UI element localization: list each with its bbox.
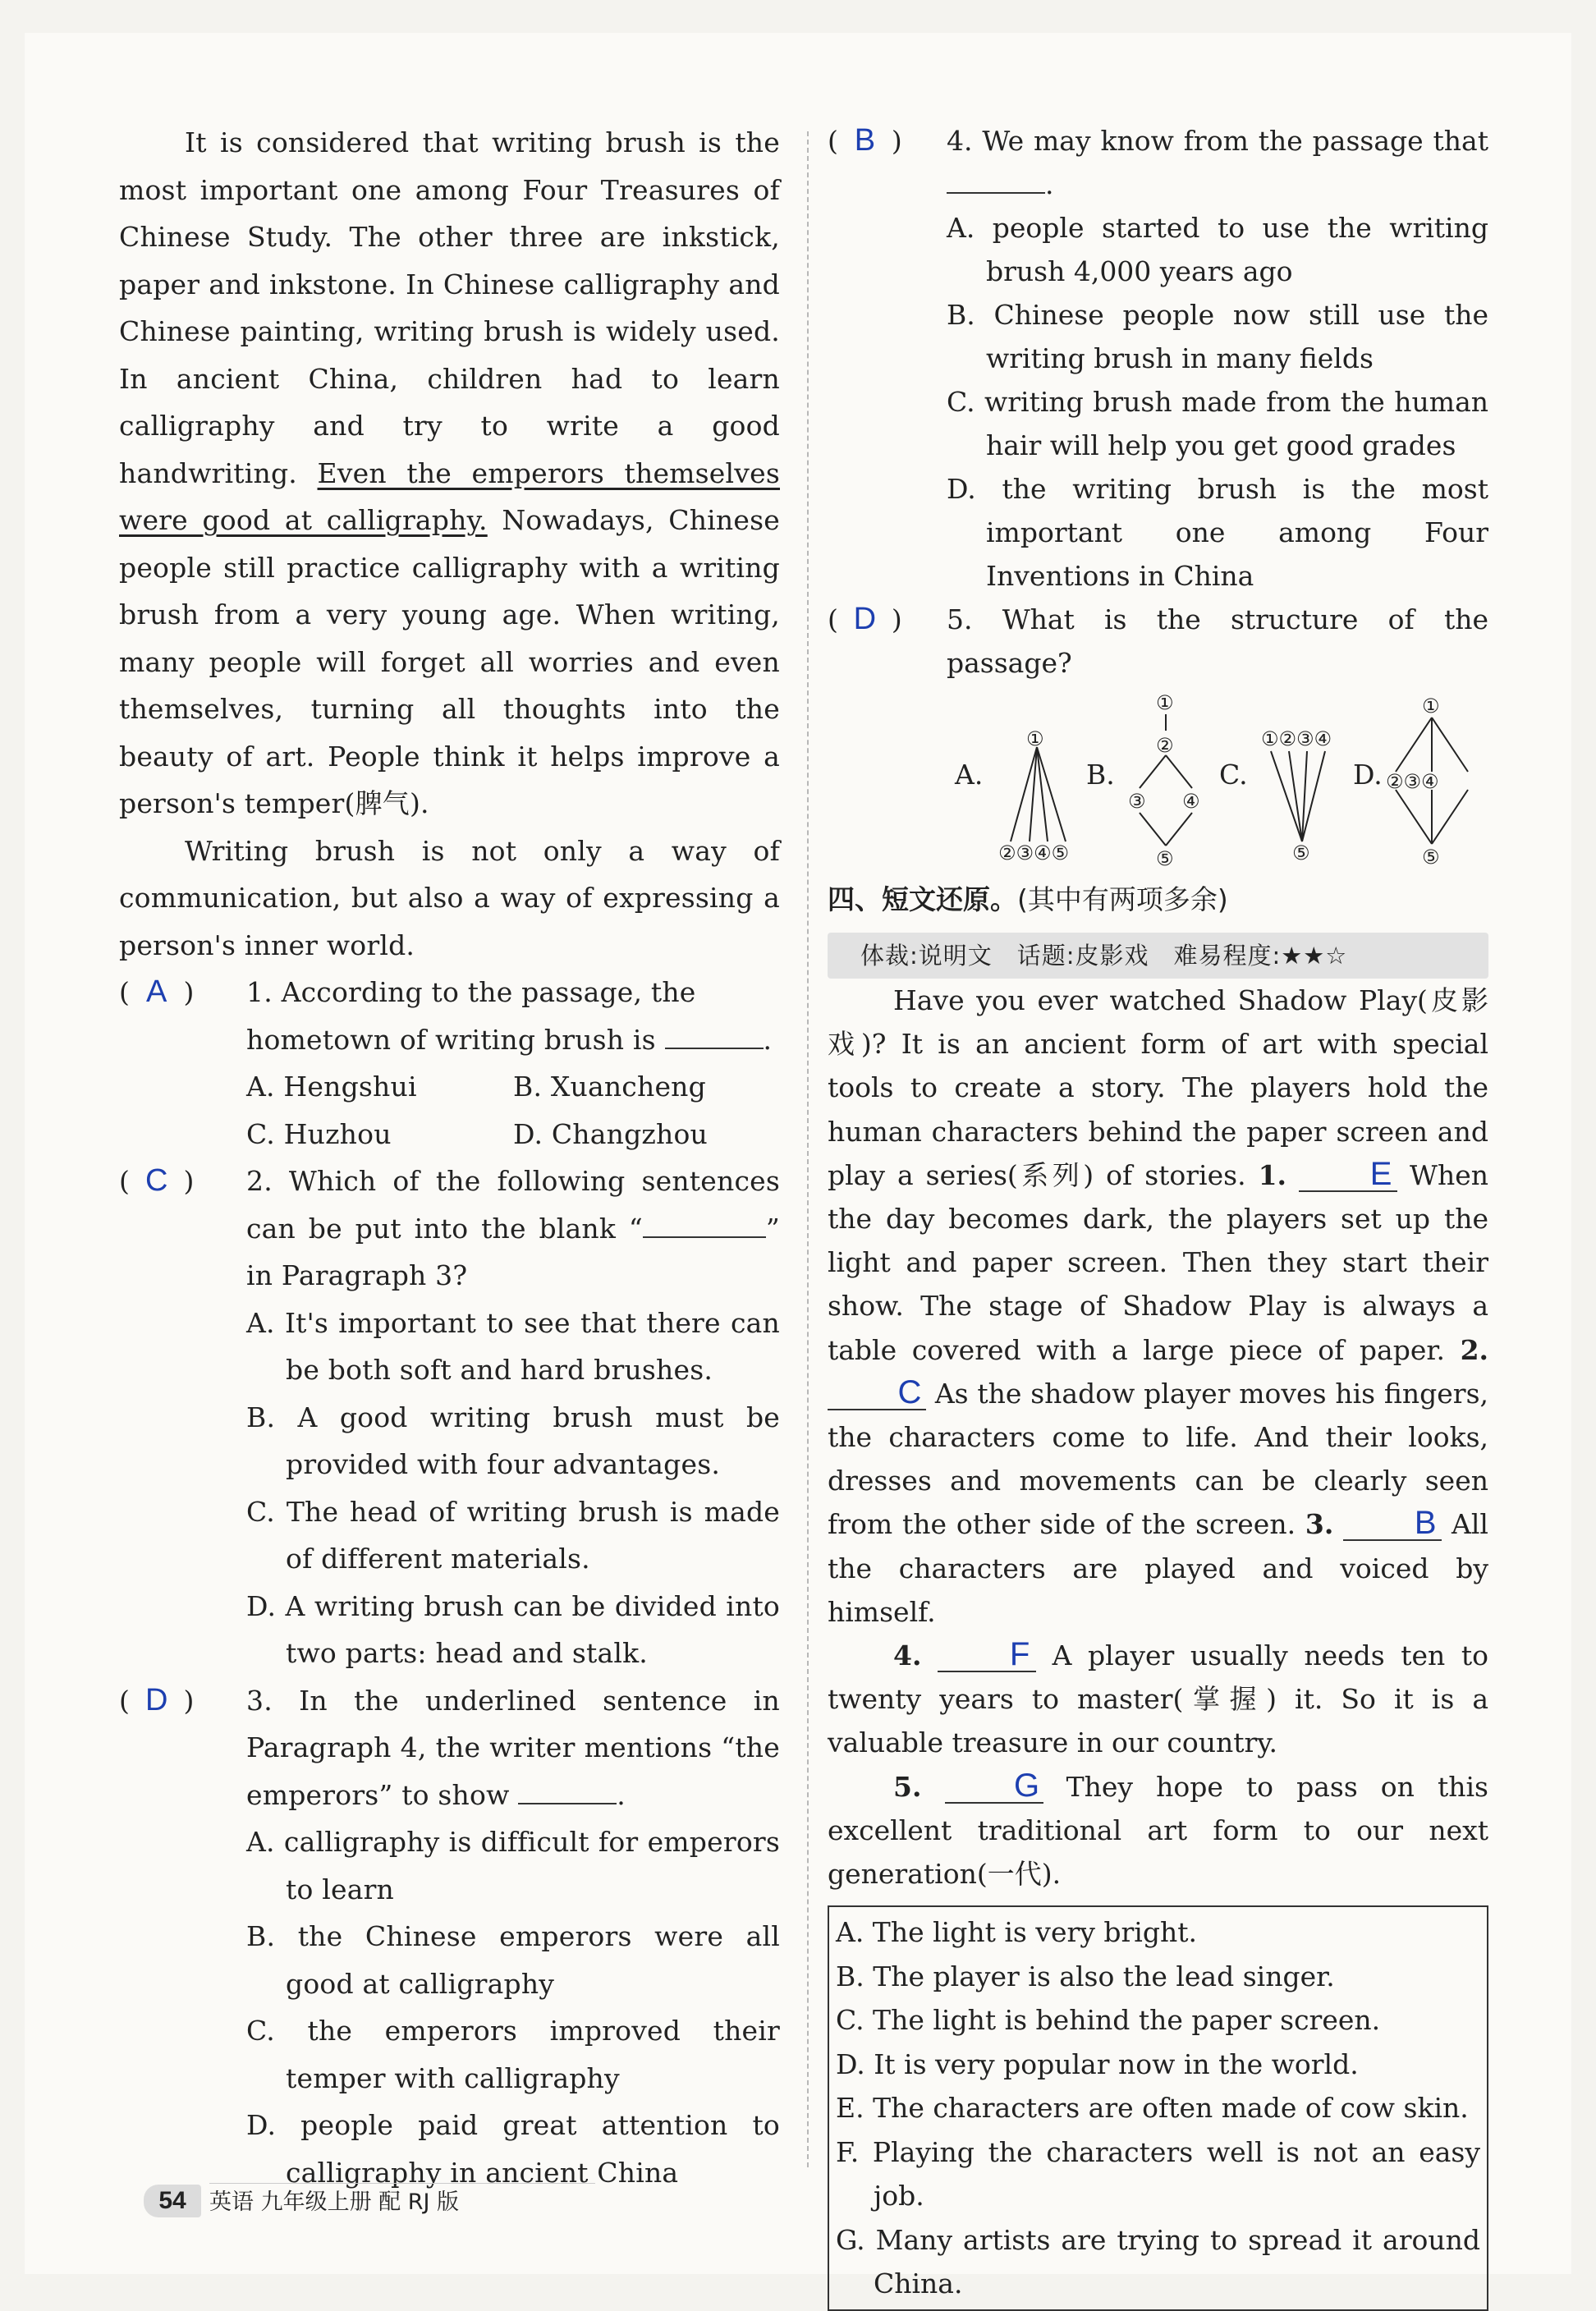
option-a: A. Hengshui bbox=[246, 1071, 417, 1103]
fill-blank-1: E bbox=[1299, 1158, 1397, 1192]
footer-rule bbox=[209, 2183, 595, 2184]
answer-mark: D bbox=[144, 1682, 168, 1717]
option-c: C. The head of writing brush is made of different materials. bbox=[246, 1495, 780, 1575]
question-1 bbox=[119, 969, 780, 1158]
answer-bracket: ( B ) bbox=[828, 119, 902, 163]
passage1-paragraph-5: Writing brush is not only a way of communication, but also a way of expressing a person's inner world. bbox=[119, 834, 780, 961]
option-a: A. people started to use the writing brush 4,000 years ago bbox=[947, 212, 1488, 287]
underlined-sentence: Even the emperors themselves were good at calligraphy. bbox=[119, 456, 780, 536]
option-c: C. the emperors improved their temper with calligraphy bbox=[246, 2015, 780, 2094]
question-stem: 4. We may know from the passage that . bbox=[947, 125, 1488, 200]
column-divider bbox=[807, 131, 809, 2167]
diagram-c-bottom: ⑤ bbox=[1292, 841, 1310, 864]
question-3 bbox=[119, 1677, 780, 2197]
answer-bracket: ( D ) bbox=[119, 1677, 195, 1725]
option-d: D. A writing brush can be divided into two parts: head and stalk. bbox=[246, 1589, 780, 1669]
passage2-paragraph-3: 5. G They hope to pass on this excellent traditional art form to our next generation(一代). bbox=[828, 1767, 1488, 1891]
structure-label-b: B. bbox=[1086, 759, 1115, 791]
box-option-e: E. The characters are often made of cow skin. bbox=[836, 2092, 1469, 2125]
passage-text: It is considered that writing brush is the most important one among Four Treasures of Chinese Study. The other three are inkstick, paper and inkstone. In Chinese calligraphy and Chinese painting, writing brush is widely used. In ancient China, children had to learn calligraphy and try to write a good handwriting. bbox=[119, 126, 780, 489]
diagram-a-bottom: ②③④⑤ bbox=[998, 841, 1070, 864]
box-option-c: C. The light is behind the paper screen. bbox=[836, 2004, 1381, 2037]
diagram-b-mid: ② bbox=[1156, 734, 1174, 757]
passage2-paragraph-1: Have you ever watched Shadow Play(皮影戏)? It is an ancient form of art with special tools to create a story. The players hold the human characters behind the paper screen and play a series(系列) of stories. 1. E When the day becomes dark, the players set up the light and paper screen. Then they start their show. The stage of Shadow Play is always a table covered with a large piece of paper. 2. C As the shadow player moves his fingers, the characters come to life. And their looks, dresses and movements can be clearly seen from the other side of the screen. 3. B All the characters are played and voiced by himself. bbox=[828, 984, 1489, 1628]
question-stem: 5. What is the structure of the passage? bbox=[947, 603, 1488, 679]
answer-mark: A bbox=[145, 974, 167, 1009]
book-title: 英语 九年级上册 配 RJ 版 bbox=[209, 2189, 460, 2215]
structure-label-a: A. bbox=[955, 759, 984, 791]
answer-mark: C bbox=[144, 1163, 168, 1198]
diagram-b-right: ④ bbox=[1182, 790, 1200, 813]
diagram-a-top: ① bbox=[1026, 727, 1044, 750]
answer-mark: D bbox=[853, 602, 877, 636]
answer-blank bbox=[518, 1778, 617, 1804]
diagram-b-left: ③ bbox=[1128, 790, 1146, 813]
answer-mark: B bbox=[854, 123, 876, 158]
passage1-paragraph-4 bbox=[119, 119, 780, 828]
structure-diagrams bbox=[828, 690, 1488, 874]
answer-blank bbox=[947, 167, 1045, 194]
genre-info-bar: 体裁:说明文 话题:皮影戏 难易程度:★★☆ bbox=[828, 933, 1488, 979]
option-d: D. the writing brush is the most important one among Four Inventions in China bbox=[947, 473, 1488, 592]
right-column bbox=[828, 119, 1488, 2311]
option-a: A. It's important to see that there can be both soft and hard brushes. bbox=[246, 1306, 780, 1386]
fill-blank-4: F bbox=[938, 1638, 1036, 1672]
answer-bracket: ( D ) bbox=[828, 598, 902, 641]
diagram-b-bottom: ⑤ bbox=[1156, 847, 1174, 870]
option-a: A. calligraphy is difficult for emperors to learn bbox=[246, 1826, 780, 1905]
diagram-c-top: ①②③④ bbox=[1261, 727, 1332, 750]
diagram-c-lines bbox=[1271, 751, 1325, 841]
options-box bbox=[828, 1905, 1488, 2311]
structure-label-c: C. bbox=[1219, 759, 1248, 791]
passage2 bbox=[828, 979, 1488, 1896]
passage2-paragraph-2: 4. F A player usually needs ten to twenty years to master(掌握) it. So it is a valuable treasure in our country. bbox=[828, 1636, 1488, 1759]
page-footer bbox=[117, 2180, 610, 2226]
box-option-g: G. Many artists are trying to spread it around China. bbox=[836, 2223, 1480, 2300]
fill-blank-5: G bbox=[945, 1769, 1043, 1804]
option-d: D. Changzhou bbox=[513, 1117, 708, 1150]
diagram-b-top: ① bbox=[1156, 691, 1174, 714]
answer-bracket: ( A ) bbox=[119, 969, 195, 1016]
page-number: 54 bbox=[144, 2185, 201, 2217]
answer-bracket: ( C ) bbox=[119, 1158, 195, 1205]
option-b: B. Xuancheng bbox=[513, 1071, 706, 1103]
section-title: 四、短文还原。(其中有两项多余) bbox=[828, 883, 1228, 915]
question-5 bbox=[828, 598, 1488, 685]
passage-text: Nowadays, Chinese people still practice calligraphy with a writing brush from a very young age. When writing, many people will forget all worries and even themselves, turning all thoughts into the beauty of art. People think it helps improve a person's temper(脾气). bbox=[119, 504, 780, 819]
question-stem: 1. According to the passage, the hometown of writing brush is . bbox=[246, 976, 773, 1056]
option-b: B. Chinese people now still use the writing brush in many fields bbox=[947, 299, 1488, 374]
question-2 bbox=[119, 1158, 780, 1677]
fill-blank-2: C bbox=[828, 1376, 926, 1410]
question-stem: 2. Which of the following sentences can be put into the blank “ ” in Paragraph 3? bbox=[246, 1165, 780, 1291]
question-4 bbox=[828, 119, 1488, 598]
structure-diagrams-svg bbox=[828, 690, 1488, 874]
question-stem: 3. In the underlined sentence in Paragraph 4, the writer mentions “the emperors” to show . bbox=[246, 1684, 780, 1811]
option-c: C. Huzhou bbox=[246, 1117, 392, 1150]
box-option-b: B. The player is also the lead singer. bbox=[836, 1960, 1335, 1992]
option-d: D. people paid great attention to calligraphy in ancient China bbox=[246, 2109, 780, 2189]
fill-blank-3: B bbox=[1343, 1506, 1442, 1541]
answer-blank bbox=[643, 1212, 766, 1238]
option-b: B. A good writing brush must be provided with four advantages. bbox=[246, 1401, 780, 1480]
box-option-a: A. The light is very bright. bbox=[836, 1916, 1197, 1949]
option-c: C. writing brush made from the human hair will help you get good grades bbox=[947, 386, 1488, 461]
diagram-d-top: ① bbox=[1422, 695, 1440, 718]
diagram-a-lines bbox=[1011, 747, 1066, 841]
left-column bbox=[119, 119, 780, 2196]
structure-label-d: D. bbox=[1353, 759, 1383, 791]
option-b: B. the Chinese emperors were all good at calligraphy bbox=[246, 1920, 780, 2000]
diagram-d-bottom: ⑤ bbox=[1422, 846, 1440, 869]
diagram-d-mid: ②③④ bbox=[1386, 770, 1439, 793]
box-option-f: F. Playing the characters well is not an easy job. bbox=[836, 2135, 1480, 2212]
answer-blank bbox=[665, 1023, 764, 1049]
options-grid bbox=[246, 1063, 780, 1158]
box-option-d: D. It is very popular now in the world. bbox=[836, 2047, 1359, 2080]
